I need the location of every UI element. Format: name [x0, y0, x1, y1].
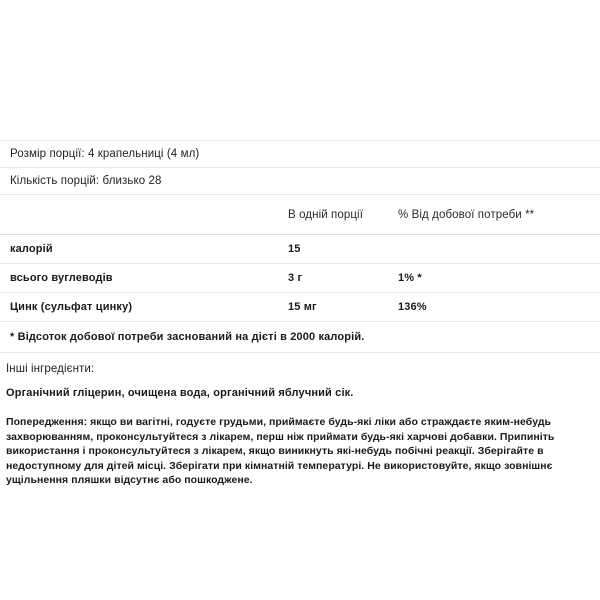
row-dv-calories — [398, 235, 600, 263]
other-ingredients-text: Органічний гліцерин, очищена вода, органічний яблучний сік. — [6, 387, 354, 399]
other-ingredients-label: Інші інгредієнти: — [6, 363, 95, 375]
nutrition-facts-table — [0, 195, 600, 322]
row-amount-calories: 15 — [288, 243, 301, 255]
supplement-facts-panel — [0, 140, 600, 488]
table-header-nutrient — [0, 195, 288, 234]
row-dv-zinc: 136% — [398, 301, 427, 313]
row-name-calories: калорій — [10, 243, 53, 255]
servings-per-container-line: Кількість порцій: близько 28 — [10, 175, 162, 187]
daily-value-footnote: * Відсоток добової потреби заснований на дієті в 2000 калорій. — [10, 331, 365, 343]
warning-text: Попередження: якщо ви вагітні, годуєте грудьми, приймаєте будь-які ліки або страждаєте яким-небудь захворюванням, проконсультуйтеся з лікарем, перш ніж приймати будь-які харчові добавки. Припиніть використання і проконсультуйтеся з лікарем, якщо виникнуть які-небудь побічні реакції. Зберігайте в недоступному для дітей місці. Зберігати при кімнатній температурі. Не використовуйте, якщо зовнішнє ущільнення пляшки відсутнє або пошкоджене. — [6, 416, 555, 486]
row-amount-zinc: 15 мг — [288, 301, 317, 313]
table-header-daily-value: % Від добової потреби ** — [398, 208, 535, 221]
row-amount-total-carbohydrate: 3 г — [288, 272, 303, 284]
row-dv-total-carbohydrate: 1% * — [398, 272, 422, 284]
table-header-row — [0, 195, 600, 234]
serving-size-line: Розмір порції: 4 крапельниці (4 мл) — [10, 148, 200, 160]
table-row — [0, 235, 600, 263]
row-name-zinc: Цинк (сульфат цинку) — [10, 301, 133, 313]
table-row — [0, 293, 600, 321]
row-name-total-carbohydrate: всього вуглеводів — [10, 272, 113, 284]
table-row — [0, 264, 600, 292]
table-header-amount-per-serving: В одній порції — [288, 208, 363, 221]
